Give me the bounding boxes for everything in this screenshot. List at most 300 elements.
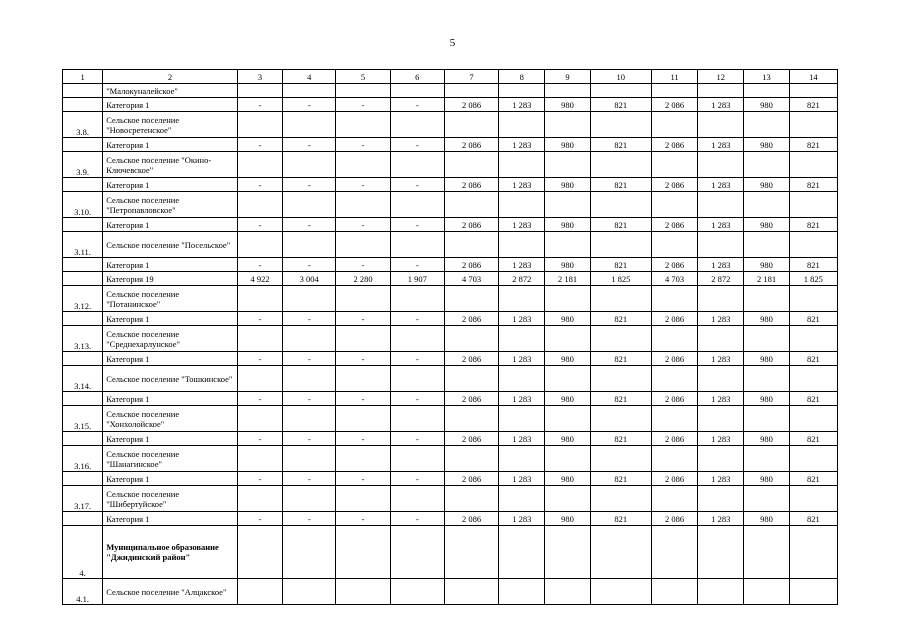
value-cell bbox=[590, 526, 651, 579]
value-cell: - bbox=[390, 312, 444, 326]
value-cell bbox=[698, 526, 744, 579]
value-cell: 2 086 bbox=[651, 258, 697, 272]
row-number bbox=[63, 178, 103, 192]
value-cell: 980 bbox=[545, 392, 590, 406]
row-number: 3.13. bbox=[63, 326, 103, 352]
value-cell: 1 283 bbox=[499, 138, 545, 152]
value-cell bbox=[499, 406, 545, 432]
row-name: Категория 1 bbox=[103, 98, 238, 112]
value-cell bbox=[336, 84, 390, 98]
value-cell bbox=[651, 326, 697, 352]
row-number bbox=[63, 392, 103, 406]
value-cell: 980 bbox=[545, 138, 590, 152]
value-cell bbox=[545, 152, 590, 178]
table-row bbox=[63, 192, 838, 218]
value-cell bbox=[283, 192, 336, 218]
value-cell bbox=[283, 406, 336, 432]
value-cell bbox=[390, 192, 444, 218]
value-cell: 2 181 bbox=[545, 272, 590, 286]
value-cell bbox=[390, 286, 444, 312]
value-cell bbox=[283, 526, 336, 579]
table-row bbox=[63, 406, 838, 432]
value-cell bbox=[789, 579, 837, 605]
value-cell: - bbox=[336, 138, 390, 152]
value-cell bbox=[545, 446, 590, 472]
value-cell bbox=[789, 486, 837, 512]
value-cell bbox=[744, 486, 789, 512]
value-cell: 2 086 bbox=[651, 218, 697, 232]
value-cell: 821 bbox=[590, 178, 651, 192]
row-number: 3.10. bbox=[63, 192, 103, 218]
value-cell bbox=[698, 486, 744, 512]
value-cell bbox=[651, 486, 697, 512]
value-cell: 821 bbox=[789, 312, 837, 326]
value-cell: 2 086 bbox=[444, 138, 498, 152]
value-cell: 821 bbox=[590, 512, 651, 526]
value-cell bbox=[237, 446, 282, 472]
value-cell bbox=[590, 579, 651, 605]
value-cell bbox=[744, 366, 789, 392]
value-cell bbox=[545, 326, 590, 352]
value-cell bbox=[390, 152, 444, 178]
value-cell bbox=[390, 366, 444, 392]
value-cell bbox=[545, 579, 590, 605]
value-cell bbox=[499, 112, 545, 138]
value-cell: 2 086 bbox=[444, 512, 498, 526]
value-cell bbox=[336, 446, 390, 472]
value-cell: - bbox=[283, 432, 336, 446]
value-cell: 1 283 bbox=[499, 512, 545, 526]
value-cell bbox=[237, 326, 282, 352]
row-number bbox=[63, 352, 103, 366]
value-cell: - bbox=[390, 98, 444, 112]
value-cell: - bbox=[237, 512, 282, 526]
header-cell: 4 bbox=[283, 70, 336, 84]
value-cell: - bbox=[336, 472, 390, 486]
value-cell: - bbox=[390, 218, 444, 232]
row-name: Категория 1 bbox=[103, 392, 238, 406]
value-cell bbox=[698, 366, 744, 392]
value-cell: 1 283 bbox=[698, 178, 744, 192]
value-cell bbox=[789, 152, 837, 178]
value-cell bbox=[651, 192, 697, 218]
value-cell: 821 bbox=[789, 178, 837, 192]
value-cell bbox=[444, 446, 498, 472]
value-cell bbox=[590, 192, 651, 218]
value-cell: 1 283 bbox=[499, 432, 545, 446]
value-cell: 980 bbox=[744, 98, 789, 112]
value-cell bbox=[390, 486, 444, 512]
row-number bbox=[63, 432, 103, 446]
value-cell: - bbox=[390, 352, 444, 366]
header-cell: 8 bbox=[499, 70, 545, 84]
value-cell: 2 086 bbox=[651, 432, 697, 446]
row-number bbox=[63, 84, 103, 98]
value-cell bbox=[336, 112, 390, 138]
row-number: 3.17. bbox=[63, 486, 103, 512]
row-name: Категория 1 bbox=[103, 218, 238, 232]
row-name: Категория 1 bbox=[103, 512, 238, 526]
value-cell bbox=[499, 152, 545, 178]
value-cell bbox=[390, 84, 444, 98]
value-cell bbox=[590, 406, 651, 432]
value-cell bbox=[698, 232, 744, 258]
value-cell: 980 bbox=[545, 218, 590, 232]
value-cell bbox=[283, 326, 336, 352]
row-number: 3.14. bbox=[63, 366, 103, 392]
value-cell bbox=[590, 486, 651, 512]
value-cell bbox=[545, 366, 590, 392]
value-cell bbox=[651, 84, 697, 98]
value-cell bbox=[545, 192, 590, 218]
header-cell: 3 bbox=[237, 70, 282, 84]
value-cell bbox=[789, 192, 837, 218]
value-cell bbox=[499, 486, 545, 512]
value-cell bbox=[651, 232, 697, 258]
value-cell: - bbox=[283, 138, 336, 152]
value-cell: 2 086 bbox=[651, 138, 697, 152]
value-cell bbox=[789, 366, 837, 392]
value-cell bbox=[283, 84, 336, 98]
value-cell: 1 283 bbox=[499, 258, 545, 272]
value-cell: 980 bbox=[545, 178, 590, 192]
value-cell bbox=[789, 84, 837, 98]
value-cell: 821 bbox=[789, 392, 837, 406]
value-cell: 1 283 bbox=[698, 312, 744, 326]
row-name: Сельское поселение "Тошкинское" bbox=[103, 366, 238, 392]
row-number: 3.15. bbox=[63, 406, 103, 432]
value-cell bbox=[789, 112, 837, 138]
value-cell bbox=[789, 326, 837, 352]
value-cell: - bbox=[283, 392, 336, 406]
value-cell: - bbox=[390, 432, 444, 446]
value-cell: 980 bbox=[545, 512, 590, 526]
row-name: Сельское поселение "Новосретенское" bbox=[103, 112, 238, 138]
value-cell bbox=[744, 112, 789, 138]
value-cell bbox=[651, 579, 697, 605]
value-cell bbox=[444, 406, 498, 432]
value-cell: 821 bbox=[590, 138, 651, 152]
value-cell: - bbox=[336, 432, 390, 446]
value-cell: 1 825 bbox=[590, 272, 651, 286]
value-cell bbox=[283, 152, 336, 178]
value-cell: 821 bbox=[789, 98, 837, 112]
value-cell: - bbox=[283, 218, 336, 232]
table-row bbox=[63, 272, 838, 286]
value-cell bbox=[545, 406, 590, 432]
value-cell bbox=[744, 152, 789, 178]
value-cell bbox=[336, 579, 390, 605]
row-number: 3.11. bbox=[63, 232, 103, 258]
value-cell: 821 bbox=[590, 472, 651, 486]
value-cell: 821 bbox=[590, 258, 651, 272]
value-cell: 980 bbox=[545, 432, 590, 446]
value-cell bbox=[499, 366, 545, 392]
value-cell: 2 086 bbox=[444, 98, 498, 112]
value-cell: 821 bbox=[789, 352, 837, 366]
value-cell: - bbox=[390, 392, 444, 406]
value-cell bbox=[651, 446, 697, 472]
value-cell bbox=[651, 286, 697, 312]
value-cell bbox=[283, 286, 336, 312]
value-cell: 821 bbox=[590, 352, 651, 366]
value-cell: 980 bbox=[744, 512, 789, 526]
value-cell bbox=[336, 366, 390, 392]
value-cell: - bbox=[283, 512, 336, 526]
header-cell: 9 bbox=[545, 70, 590, 84]
value-cell bbox=[744, 192, 789, 218]
value-cell bbox=[283, 579, 336, 605]
header-cell: 12 bbox=[698, 70, 744, 84]
value-cell: 2 086 bbox=[651, 98, 697, 112]
value-cell bbox=[444, 526, 498, 579]
value-cell bbox=[545, 286, 590, 312]
value-cell bbox=[499, 526, 545, 579]
value-cell: 2 086 bbox=[651, 352, 697, 366]
header-cell: 10 bbox=[590, 70, 651, 84]
value-cell bbox=[336, 286, 390, 312]
value-cell bbox=[590, 366, 651, 392]
value-cell bbox=[283, 232, 336, 258]
value-cell: 2 181 bbox=[744, 272, 789, 286]
row-number: 3.12. bbox=[63, 286, 103, 312]
value-cell: 2 086 bbox=[651, 512, 697, 526]
value-cell: 1 283 bbox=[698, 432, 744, 446]
value-cell: - bbox=[336, 178, 390, 192]
value-cell: - bbox=[237, 218, 282, 232]
value-cell bbox=[499, 84, 545, 98]
value-cell: 2 086 bbox=[444, 312, 498, 326]
header-cell: 11 bbox=[651, 70, 697, 84]
value-cell: - bbox=[237, 472, 282, 486]
value-cell: 1 283 bbox=[698, 472, 744, 486]
row-number bbox=[63, 272, 103, 286]
row-name: Категория 19 bbox=[103, 272, 238, 286]
value-cell: - bbox=[390, 178, 444, 192]
table-row bbox=[63, 218, 838, 232]
value-cell: 2 086 bbox=[651, 472, 697, 486]
header-cell: 1 bbox=[63, 70, 103, 84]
table-row bbox=[63, 152, 838, 178]
value-cell: - bbox=[237, 352, 282, 366]
row-name: Сельское поселение "Шибертуйское" bbox=[103, 486, 238, 512]
value-cell bbox=[545, 112, 590, 138]
value-cell bbox=[651, 406, 697, 432]
value-cell: 2 086 bbox=[444, 352, 498, 366]
value-cell bbox=[336, 192, 390, 218]
value-cell: 1 283 bbox=[499, 472, 545, 486]
table-row bbox=[63, 352, 838, 366]
value-cell bbox=[789, 446, 837, 472]
value-cell bbox=[444, 579, 498, 605]
value-cell bbox=[390, 579, 444, 605]
value-cell bbox=[590, 446, 651, 472]
table-row bbox=[63, 112, 838, 138]
header-cell: 7 bbox=[444, 70, 498, 84]
row-number: 4.1. bbox=[63, 579, 103, 605]
value-cell: 1 283 bbox=[698, 98, 744, 112]
value-cell bbox=[444, 486, 498, 512]
value-cell bbox=[744, 232, 789, 258]
value-cell: 980 bbox=[744, 392, 789, 406]
row-name: Категория 1 bbox=[103, 352, 238, 366]
value-cell bbox=[444, 286, 498, 312]
value-cell: 2 872 bbox=[698, 272, 744, 286]
table-row bbox=[63, 512, 838, 526]
value-cell: - bbox=[336, 98, 390, 112]
value-cell bbox=[444, 112, 498, 138]
value-cell bbox=[698, 446, 744, 472]
table-row bbox=[63, 472, 838, 486]
value-cell bbox=[698, 579, 744, 605]
table-row bbox=[63, 312, 838, 326]
table-row bbox=[63, 326, 838, 352]
value-cell bbox=[744, 579, 789, 605]
value-cell bbox=[283, 486, 336, 512]
header-cell: 2 bbox=[103, 70, 238, 84]
value-cell: - bbox=[283, 258, 336, 272]
value-cell bbox=[390, 526, 444, 579]
value-cell: - bbox=[237, 432, 282, 446]
row-name: Сельское поселение "Петропавловское" bbox=[103, 192, 238, 218]
row-number bbox=[63, 512, 103, 526]
value-cell: 2 086 bbox=[444, 472, 498, 486]
value-cell bbox=[237, 526, 282, 579]
row-name: Сельское поселение "Потанинское" bbox=[103, 286, 238, 312]
value-cell: 821 bbox=[590, 392, 651, 406]
table-row bbox=[63, 84, 838, 98]
value-cell bbox=[444, 84, 498, 98]
value-cell bbox=[744, 526, 789, 579]
row-name: Категория 1 bbox=[103, 138, 238, 152]
value-cell: 980 bbox=[545, 98, 590, 112]
value-cell: - bbox=[336, 312, 390, 326]
value-cell: 821 bbox=[789, 258, 837, 272]
value-cell: - bbox=[237, 138, 282, 152]
value-cell bbox=[237, 286, 282, 312]
value-cell bbox=[590, 84, 651, 98]
value-cell: 2 086 bbox=[651, 312, 697, 326]
value-cell: 821 bbox=[789, 512, 837, 526]
value-cell bbox=[336, 526, 390, 579]
value-cell: 2 086 bbox=[651, 392, 697, 406]
row-number bbox=[63, 138, 103, 152]
row-number: 3.16. bbox=[63, 446, 103, 472]
value-cell: - bbox=[390, 258, 444, 272]
value-cell: 821 bbox=[789, 138, 837, 152]
value-cell: - bbox=[336, 392, 390, 406]
value-cell: 1 283 bbox=[499, 98, 545, 112]
value-cell: 980 bbox=[744, 138, 789, 152]
value-cell: - bbox=[390, 138, 444, 152]
value-cell bbox=[237, 192, 282, 218]
value-cell bbox=[698, 192, 744, 218]
value-cell bbox=[390, 326, 444, 352]
value-cell bbox=[390, 112, 444, 138]
row-name: Сельское поселение "Окино-Ключевское" bbox=[103, 152, 238, 178]
value-cell: 821 bbox=[789, 432, 837, 446]
header-cell: 5 bbox=[336, 70, 390, 84]
table-row bbox=[63, 138, 838, 152]
header-cell: 14 bbox=[789, 70, 837, 84]
value-cell bbox=[789, 286, 837, 312]
value-cell bbox=[237, 406, 282, 432]
value-cell bbox=[651, 152, 697, 178]
value-cell: 821 bbox=[789, 472, 837, 486]
value-cell bbox=[698, 406, 744, 432]
value-cell bbox=[789, 232, 837, 258]
value-cell: - bbox=[336, 352, 390, 366]
value-cell: 4 922 bbox=[237, 272, 282, 286]
value-cell: - bbox=[390, 512, 444, 526]
value-cell bbox=[499, 192, 545, 218]
value-cell bbox=[237, 579, 282, 605]
value-cell: 980 bbox=[744, 352, 789, 366]
value-cell: - bbox=[237, 98, 282, 112]
row-name: Сельское поселение "Посельское" bbox=[103, 232, 238, 258]
value-cell bbox=[283, 446, 336, 472]
value-cell bbox=[444, 192, 498, 218]
table-row bbox=[63, 232, 838, 258]
row-number bbox=[63, 98, 103, 112]
value-cell bbox=[651, 112, 697, 138]
header-cell: 13 bbox=[744, 70, 789, 84]
value-cell bbox=[390, 406, 444, 432]
value-cell bbox=[590, 286, 651, 312]
table-row bbox=[63, 178, 838, 192]
table-row bbox=[63, 579, 838, 605]
value-cell bbox=[444, 326, 498, 352]
value-cell bbox=[698, 152, 744, 178]
value-cell: 1 283 bbox=[499, 392, 545, 406]
row-number bbox=[63, 258, 103, 272]
value-cell: 1 283 bbox=[698, 218, 744, 232]
value-cell: 2 086 bbox=[444, 218, 498, 232]
value-cell bbox=[237, 152, 282, 178]
table-row bbox=[63, 98, 838, 112]
row-name: Категория 1 bbox=[103, 258, 238, 272]
value-cell: 1 825 bbox=[789, 272, 837, 286]
value-cell: 3 004 bbox=[283, 272, 336, 286]
value-cell bbox=[283, 112, 336, 138]
value-cell bbox=[744, 84, 789, 98]
value-cell: - bbox=[237, 178, 282, 192]
value-cell: 980 bbox=[545, 352, 590, 366]
row-name: Муниципальное образование "Джидинский район" bbox=[103, 526, 238, 579]
value-cell bbox=[545, 526, 590, 579]
value-cell bbox=[499, 579, 545, 605]
value-cell: 1 283 bbox=[499, 352, 545, 366]
value-cell: 980 bbox=[744, 258, 789, 272]
value-cell bbox=[336, 232, 390, 258]
value-cell: 1 283 bbox=[698, 138, 744, 152]
value-cell: 821 bbox=[590, 312, 651, 326]
value-cell: 1 283 bbox=[698, 258, 744, 272]
row-name: Сельское поселение "Хонхолойское" bbox=[103, 406, 238, 432]
table-row bbox=[63, 286, 838, 312]
value-cell: - bbox=[237, 312, 282, 326]
value-cell: 980 bbox=[744, 218, 789, 232]
row-number bbox=[63, 472, 103, 486]
value-cell: 1 907 bbox=[390, 272, 444, 286]
value-cell bbox=[237, 84, 282, 98]
row-name: Категория 1 bbox=[103, 432, 238, 446]
value-cell: - bbox=[283, 312, 336, 326]
value-cell bbox=[499, 232, 545, 258]
row-name: Категория 1 bbox=[103, 312, 238, 326]
value-cell bbox=[336, 326, 390, 352]
header-cell: 6 bbox=[390, 70, 444, 84]
